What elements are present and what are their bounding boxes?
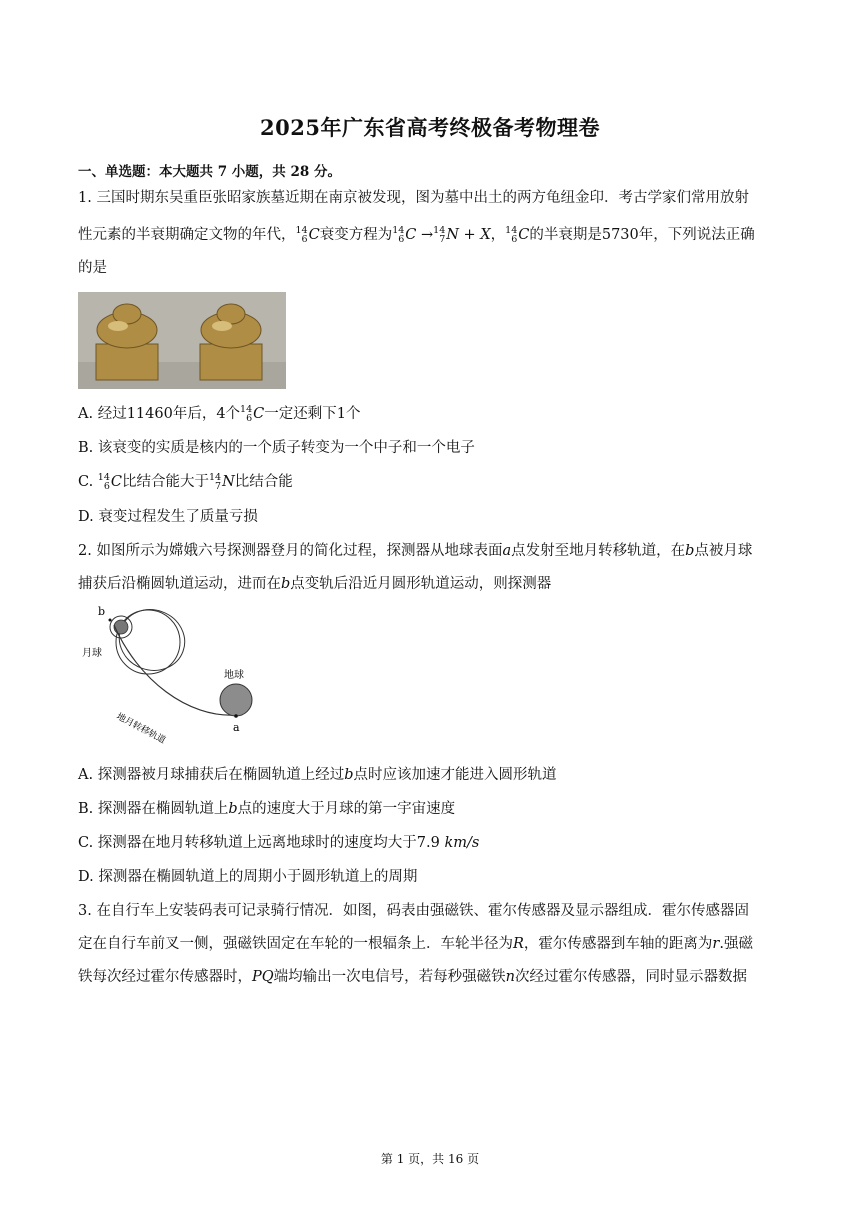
q3-line-3: 铁每次经过霍尔传感器时，PQ端均输出一次电信号，若每秒强磁铁n次经过霍尔传感器，同时显示器数据 (78, 969, 747, 985)
moon-label: 月球 (82, 648, 102, 659)
page-footer: 第 1 页，共 16 页 (380, 1152, 480, 1166)
q1-option-a[interactable]: A. 经过11460年后，4个 14 6 C一定还剩下1个 (78, 404, 361, 424)
q1-option-b[interactable]: B. 该衰变的实质是核内的一个质子转变为一个中子和一个电子 (78, 440, 475, 456)
nuclide-c14: 14 6 (295, 225, 308, 245)
earth-moon-orbit-diagram (78, 600, 278, 760)
q1-line-2: 性元素的半衰期确定文物的年代， 14 6 C衰变方程为 14 6 C → 14 7 N + X， 14 6 C的半衰期是5730年，下列说法正确 (78, 225, 755, 245)
transfer-orbit-label: 地月转移轨道 (114, 711, 167, 747)
q3-line-2: 定在自行车前叉一侧，强磁铁固定在车轮的一根辐条上．车轮半径为R，霍尔传感器到车轴的距离为r.强磁 (78, 936, 753, 952)
q2-line-1: 2. 如图所示为嫦娥六号探测器登月的简化过程，探测器从地球表面a点发射至地月转移轨道，在b点被月球 (78, 543, 753, 559)
earth-label: 地球 (224, 670, 244, 681)
page-title: 2025年广东省高考终极备考物理卷 (260, 115, 600, 140)
q1-line-1: 1. 三国时期东吴重臣张昭家族墓近期在南京被发现，图为墓中出土的两方龟纽金印．考古学家们常用放射 (78, 190, 749, 206)
q2-option-b[interactable]: B. 探测器在椭圆轨道上b点的速度大于月球的第一宇宙速度 (78, 801, 456, 817)
q1-line-3: 的是 (78, 260, 107, 276)
q2-option-c[interactable]: C. 探测器在地月转移轨道上远离地球时的速度均大于7.9 km/s (78, 835, 480, 851)
q2-option-d[interactable]: D. 探测器在椭圆轨道上的周期小于圆形轨道上的周期 (78, 869, 418, 885)
q2-option-a[interactable]: A. 探测器被月球捕获后在椭圆轨道上经过b点时应该加速才能进入圆形轨道 (78, 767, 557, 783)
q3-line-1: 3. 在自行车上安装码表可记录骑行情况．如图，码表由强磁铁、霍尔传感器及显示器组成．霍尔传感器固 (78, 903, 749, 919)
gold-seals-photo (78, 292, 286, 389)
section-heading: 一、单选题：本大题共 7 小题，共 28 分。 (78, 164, 341, 180)
point-b-label: b (98, 605, 106, 618)
q2-line-2: 捕获后沿椭圆轨道运动，进而在b点变轨后沿近月圆形轨道运动，则探测器 (78, 576, 552, 592)
q1-option-d[interactable]: D. 衰变过程发生了质量亏损 (78, 509, 258, 525)
q1-option-c[interactable]: C. 14 6 C比结合能大于 14 7 N比结合能 (78, 472, 293, 492)
point-a-label: a (233, 721, 240, 734)
